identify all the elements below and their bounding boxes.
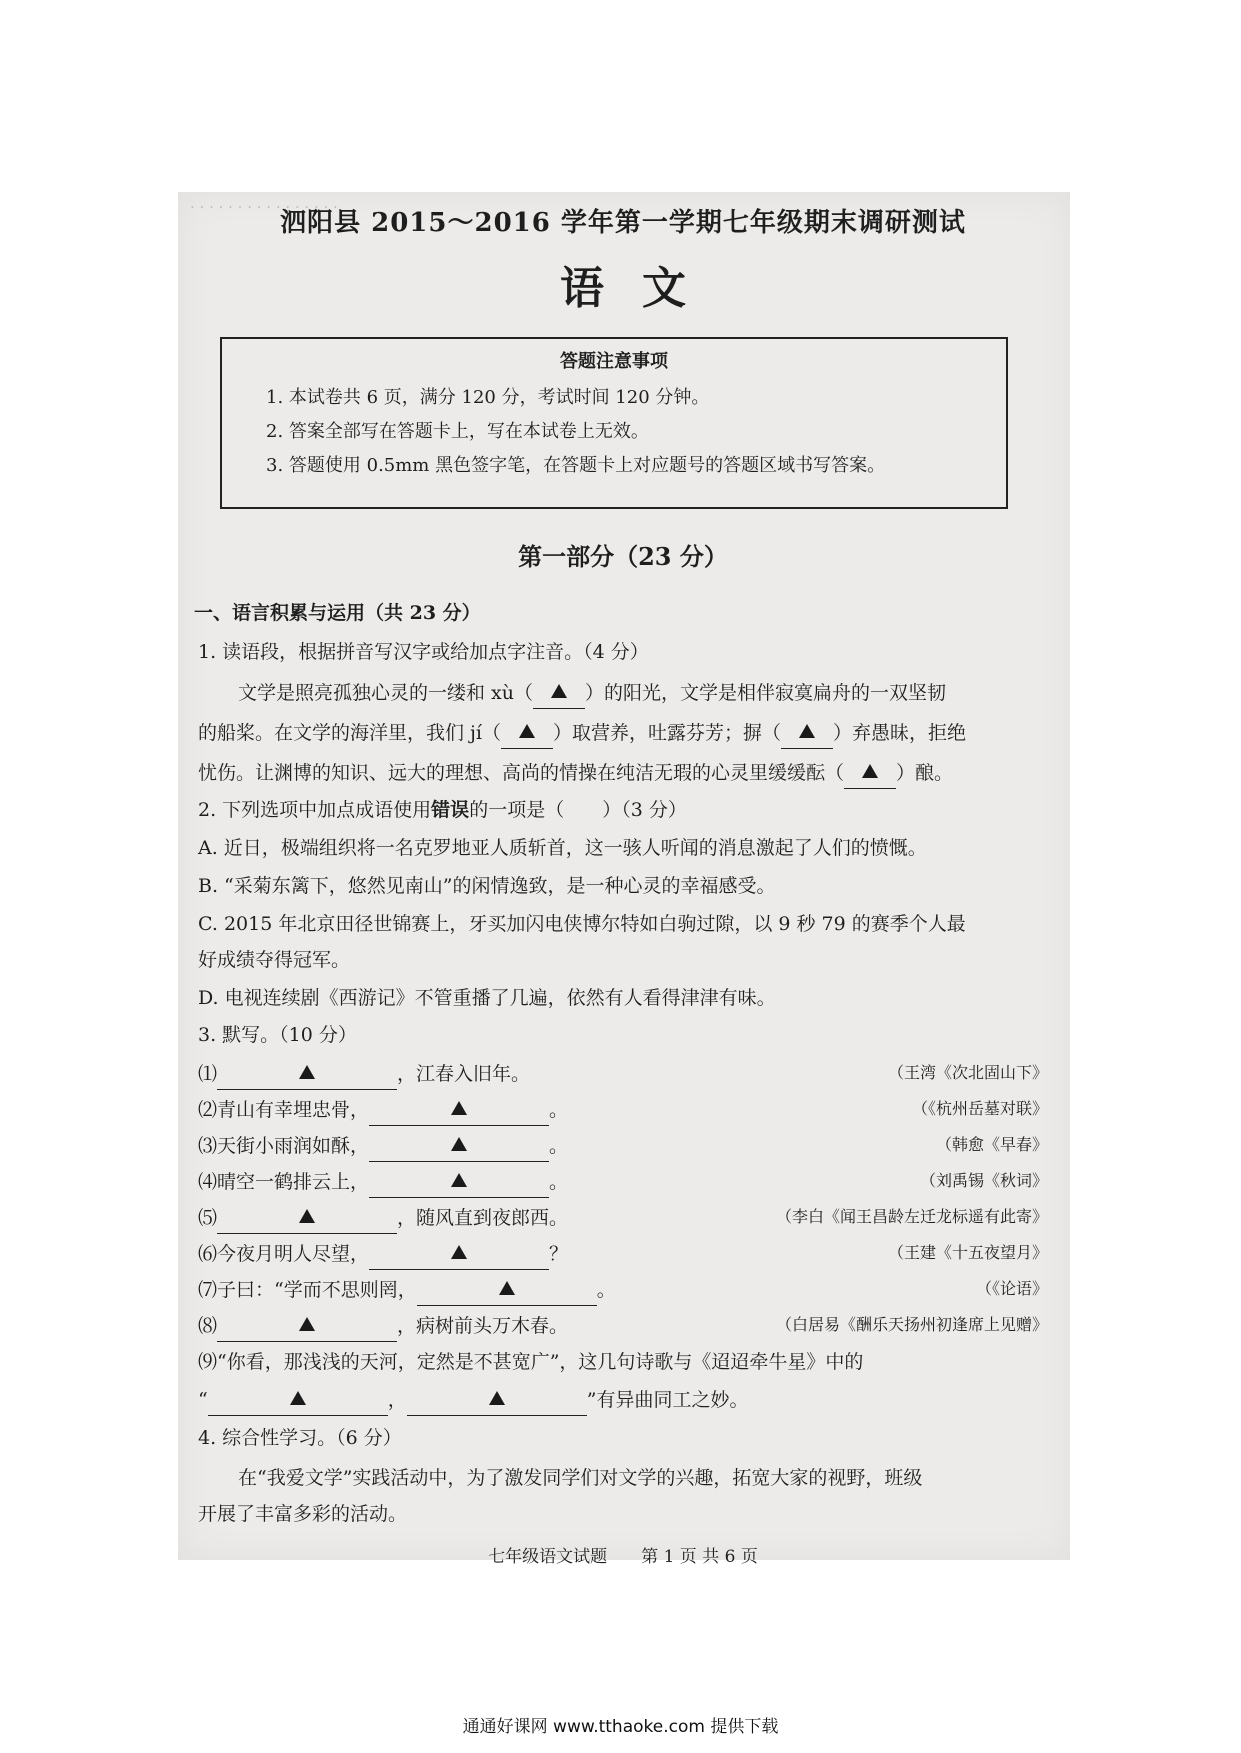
triangle-marker-icon (862, 764, 878, 778)
section-title: 一、语言积累与运用（共 23 分） (194, 602, 481, 624)
source-citation: （韩愈《早春》 (935, 1135, 1048, 1154)
question-2-option-c-cont: 好成绩夺得冠军。 (198, 949, 351, 971)
answer-blank (217, 1061, 397, 1090)
notice-item: 1. 本试卷共 6 页，满分 120 分，考试时间 120 分钟。 (266, 387, 710, 409)
source-citation: （王建《十五夜望月》 (887, 1243, 1048, 1262)
answer-blank (369, 1097, 549, 1126)
recitation-line-3: ⑶天街小雨润如酥， 。 （韩愈《早春》 (198, 1133, 1048, 1162)
question-1-line: 的船桨。在文学的海洋里，我们 jí（ ）取营养，吐露芬芳；摒（ ）弃愚昧，拒绝 (198, 720, 1048, 749)
question-4-stem: 4. 综合性学习。（6 分） (198, 1427, 402, 1449)
question-4-paragraph: 在“我爱文学”实践活动中，为了激发同学们对文学的兴趣，拓宽大家的视野，班级 (238, 1467, 923, 1489)
source-citation: （刘禹锡《秋词》 (919, 1171, 1048, 1190)
source-citation: （白居易《酬乐天扬州初逢席上见赠》 (775, 1315, 1048, 1334)
question-2-option-c: C. 2015 年北京田径世锦赛上，牙买加闪电侠博尔特如白驹过隙，以 9 秒 79 的赛季个人最 (198, 913, 966, 935)
recitation-line-9-cont: “ ， ”有异曲同工之妙。 (198, 1387, 1048, 1416)
recitation-line-1: ⑴ ，江春入旧年。 （王湾《次北固山下》 (198, 1061, 1048, 1090)
recitation-line-2: ⑵青山有幸埋忠骨， 。 （《杭州岳墓对联》 (198, 1097, 1048, 1126)
triangle-marker-icon (519, 724, 535, 738)
answer-blank (844, 760, 896, 789)
notice-item: 3. 答题使用 0.5mm 黑色签字笔，在答题卡上对应题号的答题区域书写答案。 (266, 455, 886, 477)
answer-blank (217, 1205, 397, 1234)
source-citation: （《论语》 (975, 1279, 1048, 1298)
notice-item: 2. 答案全部写在答题卡上，写在本试卷上无效。 (266, 421, 649, 443)
triangle-marker-icon (299, 1209, 315, 1223)
notice-box (220, 337, 1008, 509)
answer-blank (417, 1277, 597, 1306)
recitation-line-4: ⑷晴空一鹤排云上， 。 （刘禹锡《秋词》 (198, 1169, 1048, 1198)
answer-blank (217, 1313, 397, 1342)
bleed-through-text: · · · · · · · · · · · · · · · · (190, 198, 338, 216)
answer-blank (501, 720, 553, 749)
triangle-marker-icon (290, 1391, 306, 1405)
part-title: 第一部分（23 分） (518, 542, 728, 571)
triangle-marker-icon (299, 1317, 315, 1331)
answer-blank (208, 1387, 388, 1416)
triangle-marker-icon (451, 1245, 467, 1259)
recitation-line-6: ⑹今夜月明人尽望， ？ （王建《十五夜望月》 (198, 1241, 1048, 1270)
triangle-marker-icon (451, 1101, 467, 1115)
question-1-stem: 1. 读语段，根据拼音写汉字或给加点字注音。（4 分） (198, 641, 649, 663)
source-citation: （李白《闻王昌龄左迁龙标遥有此寄》 (775, 1207, 1048, 1226)
question-2-option-d: D. 电视连续剧《西游记》不管重播了几遍，依然有人看得津津有味。 (198, 987, 776, 1009)
triangle-marker-icon (489, 1391, 505, 1405)
question-2-option-a: A. 近日，极端组织将一名克罗地亚人质斩首，这一骇人听闻的消息激起了人们的愤慨。 (198, 837, 927, 859)
triangle-marker-icon (299, 1065, 315, 1079)
answer-blank (369, 1169, 549, 1198)
triangle-marker-icon (451, 1173, 467, 1187)
answer-blank (781, 720, 833, 749)
answer-blank (369, 1133, 549, 1162)
recitation-line-8: ⑻ ，病树前头万木春。 （白居易《酬乐天扬州初逢席上见赠》 (198, 1313, 1048, 1342)
triangle-marker-icon (499, 1281, 515, 1295)
source-citation: （王湾《次北固山下》 (887, 1063, 1048, 1082)
site-footer: 通通好课网 www.tthaoke.com 提供下载 (462, 1717, 779, 1737)
answer-blank (533, 680, 585, 709)
question-3-stem: 3. 默写。（10 分） (198, 1024, 357, 1046)
source-citation: （《杭州岳墓对联》 (911, 1099, 1048, 1118)
exam-subject: 语文 (560, 263, 724, 314)
answer-blank (407, 1387, 587, 1416)
notice-title: 答题注意事项 (560, 351, 668, 372)
recitation-line-9: ⑼“你看，那浅浅的天河，定然是不甚宽广”，这几句诗歌与《迢迢牵牛星》中的 (198, 1351, 864, 1373)
recitation-line-5: ⑸ ，随风直到夜郎西。 （李白《闻王昌龄左迁龙标遥有此寄》 (198, 1205, 1048, 1234)
page-footer: 七年级语文试题 第 1 页 共 6 页 (488, 1547, 758, 1567)
question-1-line: 忧伤。让渊博的知识、远大的理想、高尚的情操在纯洁无瑕的心灵里缓缓酝（ ）酿。 (198, 760, 1048, 789)
question-4-paragraph-cont: 开展了丰富多彩的活动。 (198, 1503, 408, 1525)
question-2-option-b: B. “采菊东篱下，悠然见南山”的闲情逸致，是一种心灵的幸福感受。 (198, 875, 776, 897)
question-2-stem: 2. 下列选项中加点成语使用错误的一项是（ ）（3 分） (198, 799, 687, 821)
question-1-line: 文学是照亮孤独心灵的一缕和 xù（ ）的阳光，文学是相伴寂寞扁舟的一双坚韧 (198, 680, 1088, 709)
recitation-line-7: ⑺子曰：“学而不思则罔， 。 （《论语》 (198, 1277, 1048, 1306)
exam-title: 泗阳县 2015～2016 学年第一学期七年级期末调研测试 (280, 208, 966, 238)
triangle-marker-icon (799, 724, 815, 738)
triangle-marker-icon (551, 684, 567, 698)
triangle-marker-icon (451, 1137, 467, 1151)
answer-blank (369, 1241, 549, 1270)
